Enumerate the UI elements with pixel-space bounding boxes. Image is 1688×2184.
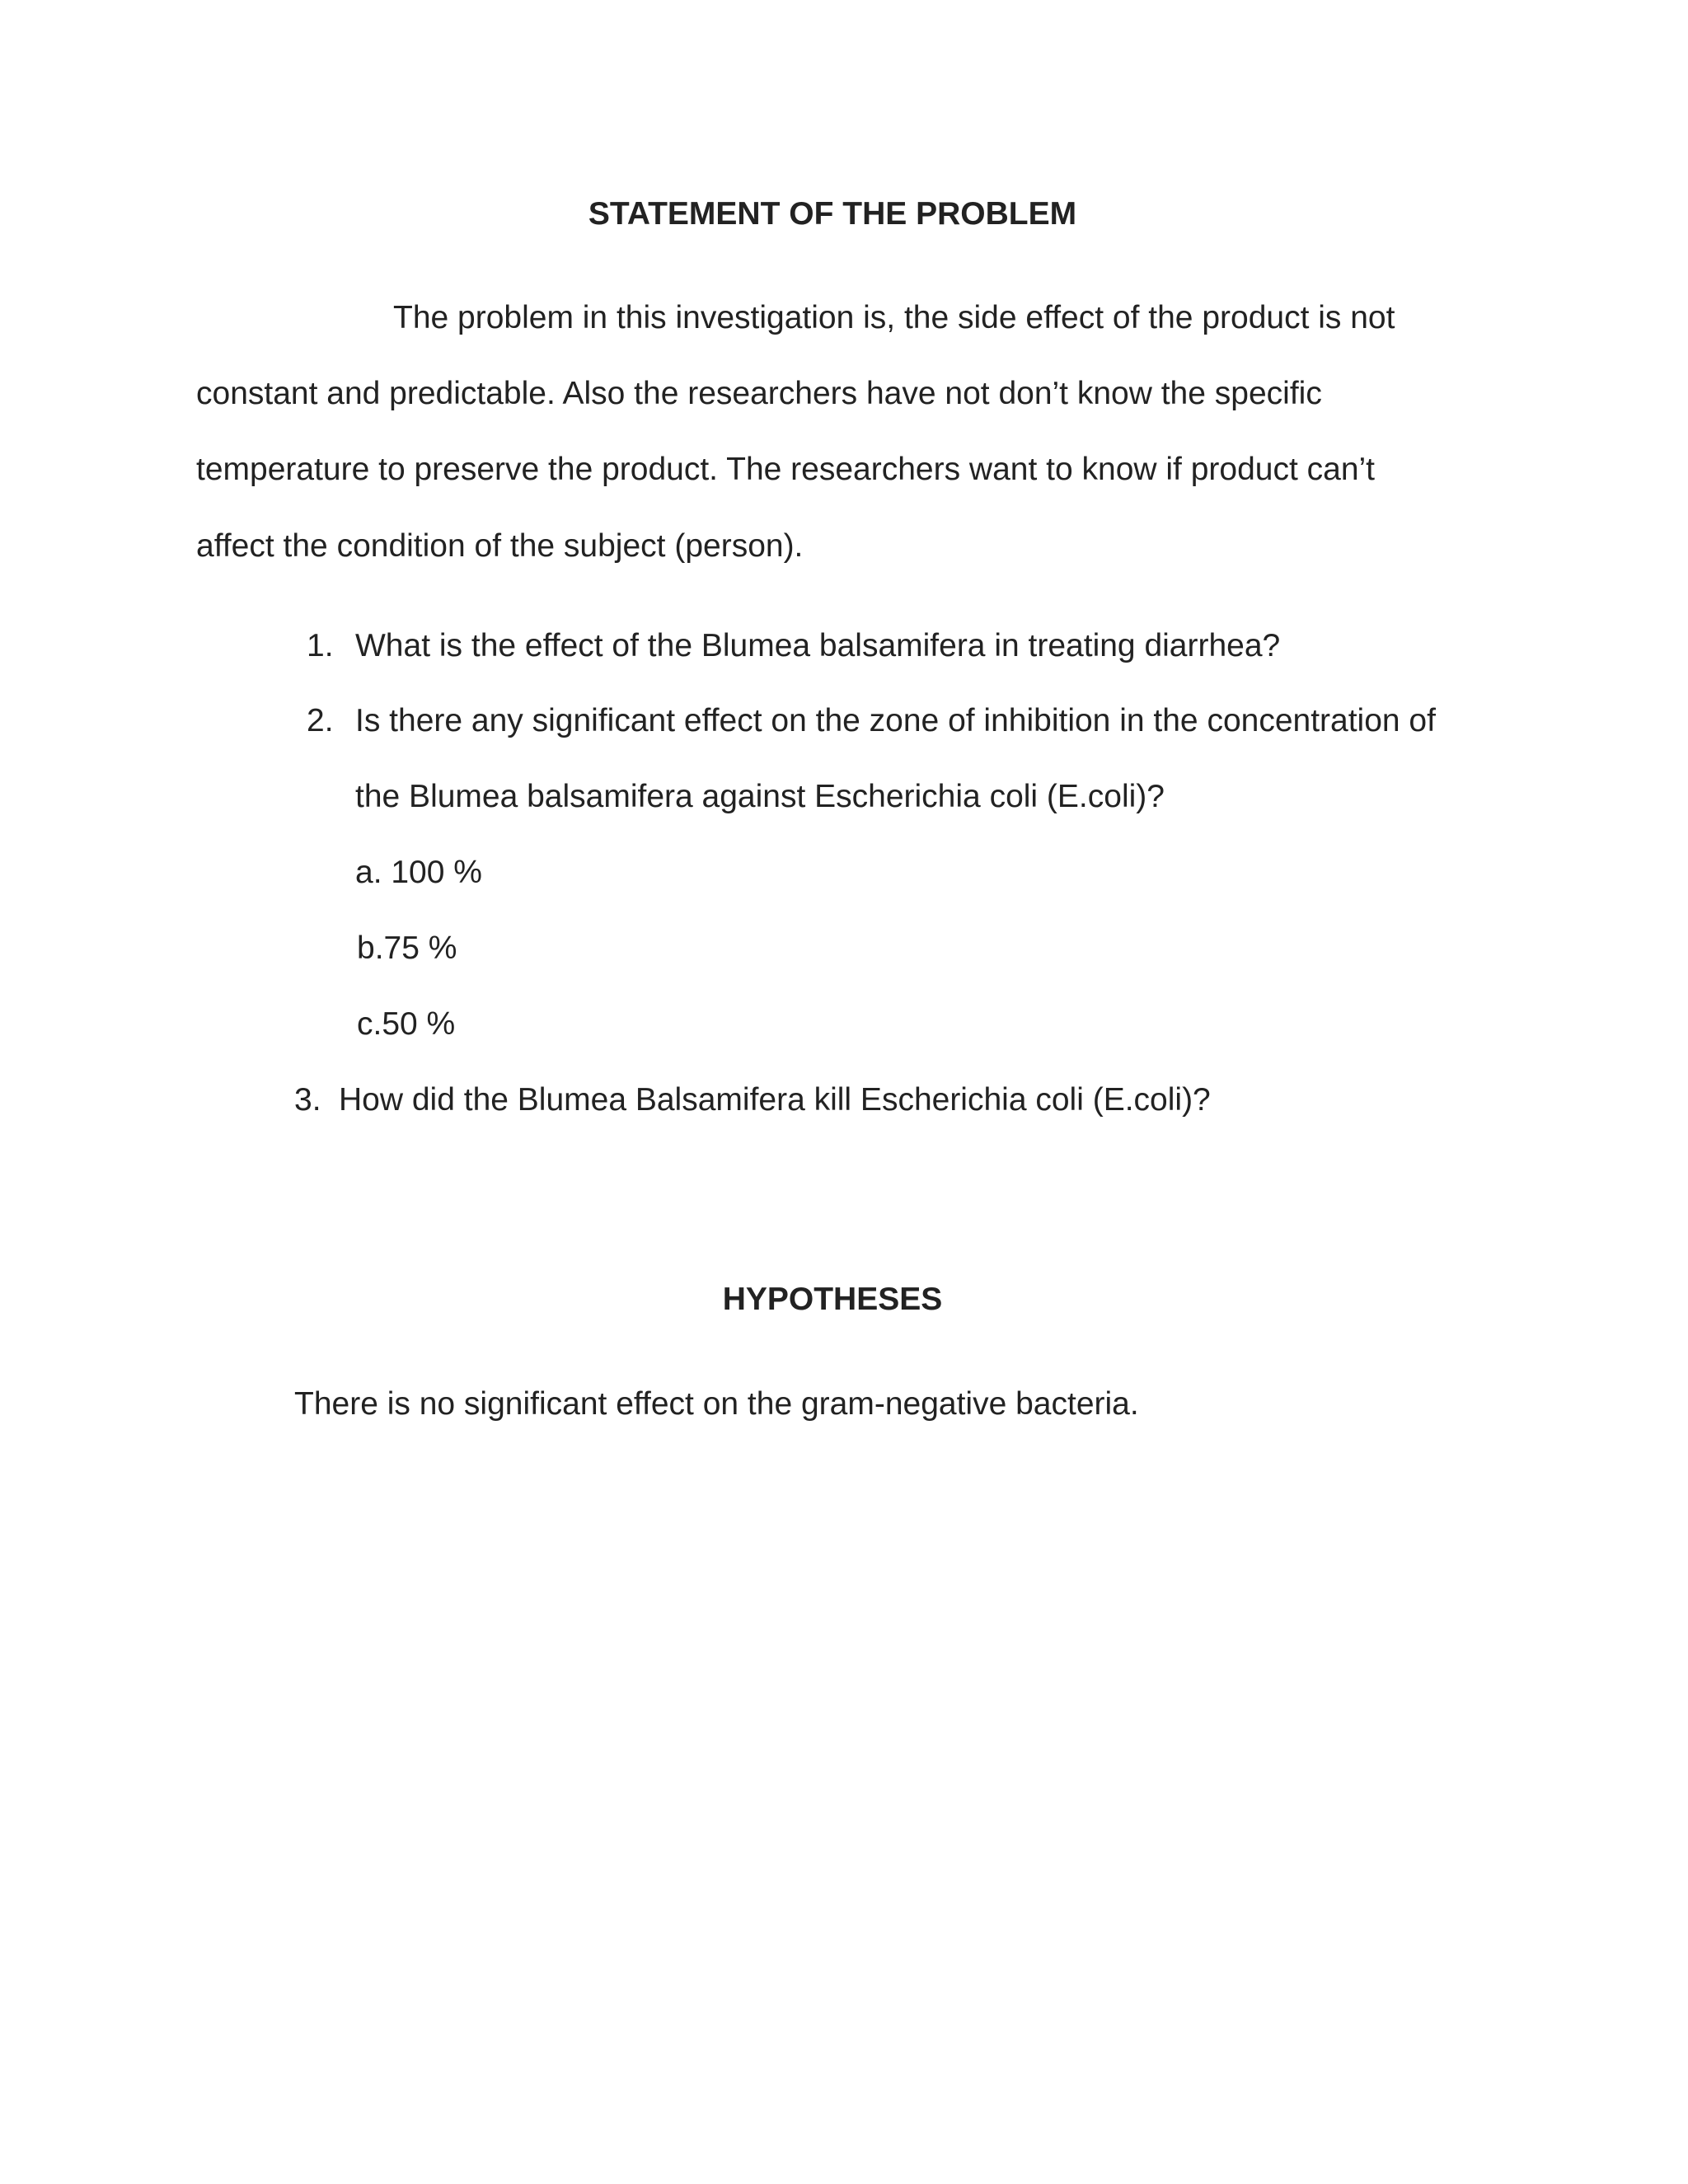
question-2-text-line-2: the Blumea balsamifera against Escherichia coli (E.coli)? [355, 779, 1165, 814]
question-3-text: How did the Blumea Balsamifera kill Escherichia coli (E.coli)? [339, 1082, 1211, 1118]
paragraph-line-4: affect the condition of the subject (person). [196, 528, 804, 564]
question-1-number: 1. [307, 628, 334, 663]
hypothesis-text: There is no significant effect on the gram-negative bacteria. [294, 1386, 1139, 1422]
question-2-number: 2. [307, 703, 334, 738]
option-a: a. 100 % [355, 855, 482, 890]
option-c: c.50 % [357, 1006, 456, 1042]
question-3-number: 3. [294, 1082, 321, 1118]
statement-heading: STATEMENT OF THE PROBLEM [588, 196, 1077, 232]
question-2-text-line-1: Is there any significant effect on the zone of inhibition in the concentration of [355, 703, 1436, 738]
hypotheses-heading: HYPOTHESES [722, 1282, 943, 1317]
paragraph-line-3: temperature to preserve the product. The researchers want to know if product can’t [196, 452, 1376, 487]
question-1-text: What is the effect of the Blumea balsamifera in treating diarrhea? [355, 628, 1281, 663]
paragraph-line-2: constant and predictable. Also the researchers have not don’t know the specific [196, 376, 1322, 411]
paragraph-line-1: The problem in this investigation is, the side effect of the product is not [393, 300, 1395, 335]
option-b: b.75 % [357, 930, 457, 966]
